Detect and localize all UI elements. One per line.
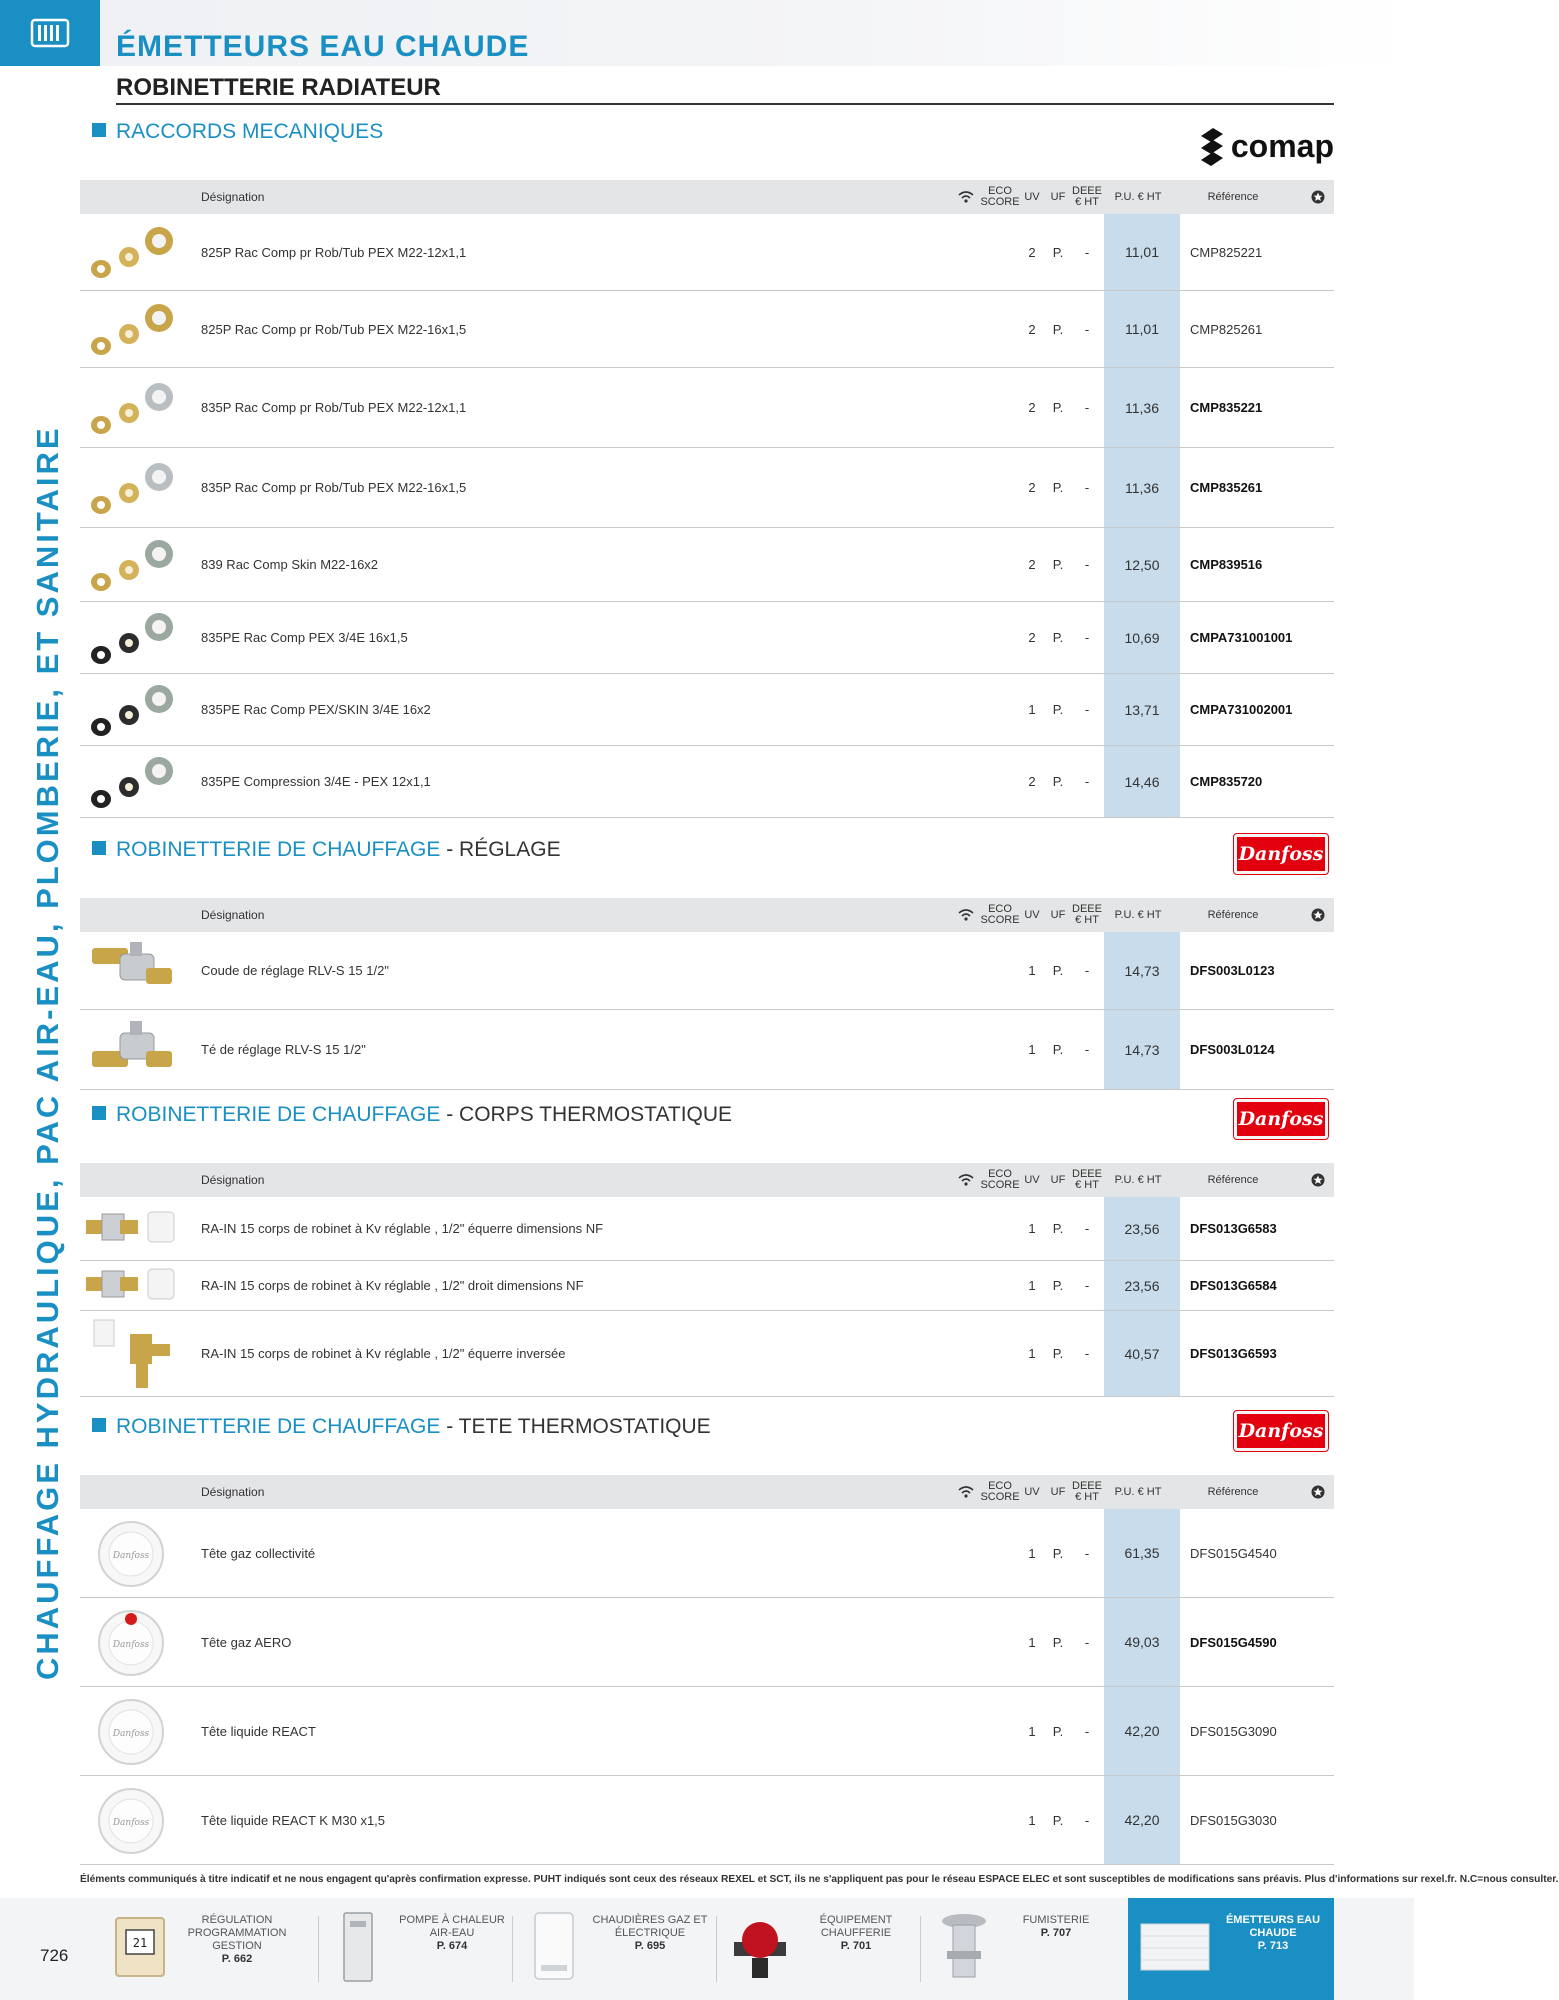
product-image: [86, 1010, 176, 1089]
product-uf: P.: [1052, 1545, 1064, 1561]
product-designation: 839 Rac Comp Skin M22-16x2: [201, 557, 379, 572]
product-unit-price: 11,01: [1104, 214, 1180, 290]
page-subtitle: ROBINETTERIE RADIATEUR: [116, 74, 441, 101]
svg-text:Danfoss: Danfoss: [112, 1640, 150, 1650]
product-uv: 1: [1028, 1812, 1036, 1828]
product-uf: P.: [1052, 1723, 1064, 1739]
product-reference[interactable]: DFS003L0123: [1190, 963, 1275, 978]
product-uf: P.: [1052, 963, 1064, 978]
svg-text:Danfoss: Danfoss: [112, 1729, 150, 1739]
footer-nav-regulation[interactable]: [108, 1898, 338, 2000]
wifi-icon: [956, 1163, 976, 1197]
footer-nav-page: P. 713: [1257, 1940, 1289, 1952]
header-uv: UV: [1024, 190, 1040, 203]
svg-text:Danfoss: Danfoss: [112, 1551, 150, 1561]
table-header: [80, 180, 1334, 214]
header-unit-price: P.U. € HT: [1114, 1173, 1162, 1186]
comap-logo-text: comap: [1230, 127, 1334, 164]
product-reference[interactable]: CMP839516: [1190, 557, 1263, 572]
table-row[interactable]: [80, 746, 1334, 818]
header-deee: DEEE € HT: [1072, 903, 1102, 926]
header-designation: Désignation: [201, 189, 265, 204]
product-uf: P.: [1052, 1634, 1064, 1650]
footer-nav-label: ÉQUIPEMENT CHAUFFERIE: [819, 1914, 893, 1939]
product-unit-price: 42,20: [1104, 1776, 1180, 1864]
product-deee: -: [1084, 321, 1090, 337]
product-image: [86, 1598, 176, 1686]
footer-nav-label: ÉMETTEURS EAU CHAUDE: [1225, 1914, 1321, 1939]
product-deee: -: [1084, 244, 1090, 260]
product-unit-price: 10,69: [1104, 602, 1180, 673]
header-uf: UF: [1050, 908, 1066, 921]
footer-nav-flue[interactable]: [932, 1898, 1122, 2000]
product-designation: Tête gaz AERO: [201, 1634, 292, 1650]
wifi-icon: [956, 1475, 976, 1509]
footer-nav-page: P. 707: [1040, 1927, 1072, 1939]
product-unit-price: 49,03: [1104, 1598, 1180, 1686]
product-reference[interactable]: CMP835720: [1190, 774, 1263, 789]
settings-star-icon: [1308, 898, 1328, 932]
header-eco-score: ECO SCORE: [980, 185, 1020, 208]
product-reference[interactable]: DFS015G3030: [1190, 1812, 1277, 1828]
table-row[interactable]: [80, 1776, 1334, 1865]
product-deee: -: [1084, 1634, 1090, 1650]
product-designation: 835PE Compression 3/4E - PEX 12x1,1: [201, 774, 431, 789]
product-uv: 1: [1028, 1545, 1036, 1561]
product-image: [86, 1311, 176, 1396]
table-header: [80, 1163, 1334, 1197]
header-divider: [116, 103, 1334, 105]
product-uf: P.: [1052, 774, 1064, 789]
footer-nav-hot-water-emitters[interactable]: [1128, 1898, 1334, 2000]
product-unit-price: 14,73: [1104, 932, 1180, 1009]
table-row[interactable]: [80, 1687, 1334, 1776]
product-deee: -: [1084, 630, 1090, 645]
product-reference[interactable]: DFS013G6593: [1190, 1346, 1277, 1361]
product-designation: RA-IN 15 corps de robinet à Kv réglable , 1/2" équerre dimensions NF: [201, 1221, 604, 1236]
header-designation: Désignation: [201, 1172, 265, 1187]
header-reference: Référence: [1207, 190, 1259, 203]
product-deee: -: [1084, 1221, 1090, 1236]
footer-nav-label: RÉGULATION PROGRAMMATION GESTION: [187, 1914, 287, 1952]
thermostat-icon: [108, 1910, 172, 1984]
product-reference[interactable]: DFS015G4540: [1190, 1545, 1277, 1561]
product-deee: -: [1084, 480, 1090, 495]
page-title: ÉMETTEURS EAU CHAUDE: [116, 30, 530, 63]
section-title-text: ROBINETTERIE DE CHAUFFAGE: [116, 1415, 441, 1438]
product-designation: 825P Rac Comp pr Rob/Tub PEX M22-16x1,5: [201, 321, 467, 337]
footer-divider: [318, 1916, 319, 1982]
header-reference: Référence: [1207, 908, 1259, 921]
table-row[interactable]: [80, 291, 1334, 368]
product-uv: 1: [1028, 1346, 1036, 1361]
footer-nav-label: FUMISTERIE: [1022, 1914, 1090, 1926]
product-unit-price: 11,36: [1104, 448, 1180, 527]
footer-nav-page: P. 701: [840, 1940, 872, 1952]
product-uf: P.: [1052, 321, 1064, 337]
header-deee: DEEE € HT: [1072, 1480, 1102, 1503]
product-uf: P.: [1052, 400, 1064, 415]
product-designation: 835P Rac Comp pr Rob/Tub PEX M22-16x1,5: [201, 480, 467, 495]
product-image: [86, 1197, 176, 1260]
footer-divider: [512, 1916, 513, 1982]
product-reference[interactable]: DFS015G4590: [1190, 1634, 1277, 1650]
section-title: [92, 120, 383, 144]
table-row[interactable]: [80, 1261, 1334, 1311]
product-uf: P.: [1052, 480, 1064, 495]
product-uv: 2: [1028, 557, 1036, 572]
header-unit-price: P.U. € HT: [1114, 908, 1162, 921]
section-title: [92, 1103, 732, 1127]
section-subtitle-text: - RÉGLAGE: [440, 838, 561, 861]
product-reference[interactable]: CMP835221: [1190, 400, 1263, 415]
product-image: [86, 746, 176, 817]
section-bullet: [92, 1106, 106, 1120]
product-uf: P.: [1052, 630, 1064, 645]
product-reference[interactable]: CMP825261: [1190, 321, 1263, 337]
section-bullet: [92, 1418, 106, 1432]
danfoss-logo: Danfoss: [1234, 834, 1328, 874]
product-unit-price: 61,35: [1104, 1509, 1180, 1597]
product-designation: 835PE Rac Comp PEX 3/4E 16x1,5: [201, 630, 408, 645]
product-image: [86, 602, 176, 673]
table-row[interactable]: [80, 214, 1334, 291]
section-subtitle-text: - CORPS THERMOSTATIQUE: [440, 1103, 733, 1126]
product-designation: Tête liquide REACT K M30 x1,5: [201, 1812, 386, 1828]
product-uv: 1: [1028, 702, 1036, 717]
product-unit-price: 23,56: [1104, 1261, 1180, 1310]
header-uf: UF: [1050, 190, 1066, 203]
section-title-text: RACCORDS MECANIQUES: [116, 120, 384, 143]
section-title-text: ROBINETTERIE DE CHAUFFAGE: [116, 1103, 441, 1126]
table-row[interactable]: [80, 1010, 1334, 1090]
product-designation: Té de réglage RLV-S 15 1/2": [201, 1042, 366, 1057]
product-uf: P.: [1052, 1221, 1064, 1236]
danfoss-logo: Danfoss: [1234, 1099, 1328, 1139]
product-uf: P.: [1052, 1278, 1064, 1293]
product-uf: P.: [1052, 1042, 1064, 1057]
header-reference: Référence: [1207, 1485, 1259, 1498]
product-uv: 1: [1028, 1723, 1036, 1739]
product-unit-price: 11,01: [1104, 291, 1180, 367]
header-designation: Désignation: [201, 1484, 265, 1499]
product-uv: 2: [1028, 630, 1036, 645]
product-deee: -: [1084, 963, 1090, 978]
header-designation: Désignation: [201, 907, 265, 922]
footer-nav-page: P. 695: [634, 1940, 666, 1952]
product-image: [86, 214, 176, 290]
table-row[interactable]: [80, 1598, 1334, 1687]
product-deee: -: [1084, 557, 1090, 572]
product-deee: -: [1084, 1346, 1090, 1361]
header-eco-score: ECO SCORE: [980, 903, 1020, 926]
product-uf: P.: [1052, 702, 1064, 717]
section-title: [92, 1415, 711, 1439]
header-unit-price: P.U. € HT: [1114, 190, 1162, 203]
wifi-icon: [956, 180, 976, 214]
product-reference[interactable]: CMPA731002001: [1190, 702, 1293, 717]
chimney-flue-icon: [932, 1910, 996, 1984]
product-designation: RA-IN 15 corps de robinet à Kv réglable , 1/2" équerre inversée: [201, 1346, 566, 1361]
product-uv: 1: [1028, 1042, 1036, 1057]
table-row[interactable]: [80, 674, 1334, 746]
svg-text:Danfoss: Danfoss: [112, 1818, 150, 1828]
table-row[interactable]: [80, 1509, 1334, 1598]
footer-nav-page: P. 662: [221, 1953, 253, 1965]
section-bullet: [92, 123, 106, 137]
product-image: [86, 368, 176, 447]
product-reference[interactable]: CMPA731001001: [1190, 630, 1293, 645]
product-designation: 825P Rac Comp pr Rob/Tub PEX M22-12x1,1: [201, 244, 467, 260]
section-bullet: [92, 841, 106, 855]
product-image: [86, 1261, 176, 1310]
product-deee: -: [1084, 1545, 1090, 1561]
side-category-label: CHAUFFAGE HYDRAULIQUE, PAC AIR-EAU, PLOMBERIE, ET SANITAIRE: [30, 425, 65, 1680]
table-header: [80, 898, 1334, 932]
radiator-icon: [1138, 1910, 1212, 1984]
product-deee: -: [1084, 1812, 1090, 1828]
footer-nav-label: POMPE À CHALEUR AIR-EAU: [399, 1914, 505, 1939]
table-row[interactable]: [80, 1311, 1334, 1397]
product-reference[interactable]: CMP825221: [1190, 244, 1263, 260]
section-title-text: ROBINETTERIE DE CHAUFFAGE: [116, 838, 441, 861]
circulator-pump-icon: [728, 1910, 792, 1984]
product-uf: P.: [1052, 1812, 1064, 1828]
product-unit-price: 11,36: [1104, 368, 1180, 447]
product-image: [86, 1687, 176, 1775]
footer-nav-page: P. 674: [436, 1940, 468, 1952]
table-row[interactable]: [80, 602, 1334, 674]
product-image: [86, 932, 176, 1009]
header-uf: UF: [1050, 1485, 1066, 1498]
footer-divider: [716, 1916, 717, 1982]
category-icon: [0, 0, 100, 66]
header-unit-price: P.U. € HT: [1114, 1485, 1162, 1498]
header-uf: UF: [1050, 1173, 1066, 1186]
product-unit-price: 40,57: [1104, 1311, 1180, 1396]
product-deee: -: [1084, 1042, 1090, 1057]
product-image: [86, 528, 176, 601]
product-designation: Coude de réglage RLV-S 15 1/2": [201, 963, 389, 978]
product-uv: 2: [1028, 480, 1036, 495]
product-unit-price: 13,71: [1104, 674, 1180, 745]
table-row[interactable]: [80, 448, 1334, 528]
boiler-icon: [522, 1910, 586, 1984]
header-eco-score: ECO SCORE: [980, 1480, 1020, 1503]
product-uv: 1: [1028, 963, 1036, 978]
svg-text:21: 21: [132, 1936, 148, 1950]
product-reference[interactable]: DFS013G6583: [1190, 1221, 1277, 1236]
product-reference[interactable]: DFS003L0124: [1190, 1042, 1275, 1057]
header-deee: DEEE € HT: [1072, 185, 1102, 208]
product-designation: Tête liquide REACT: [201, 1723, 316, 1739]
section-title: [92, 838, 561, 862]
comap-logo: [1197, 126, 1334, 166]
product-uv: 2: [1028, 774, 1036, 789]
settings-star-icon: [1308, 1475, 1328, 1509]
product-deee: -: [1084, 400, 1090, 415]
product-deee: -: [1084, 1278, 1090, 1293]
product-uv: 1: [1028, 1221, 1036, 1236]
product-deee: -: [1084, 1723, 1090, 1739]
product-image: [86, 1509, 176, 1597]
product-reference[interactable]: CMP835261: [1190, 480, 1263, 495]
table-row[interactable]: [80, 1197, 1334, 1261]
product-image: [86, 674, 176, 745]
product-unit-price: 14,46: [1104, 746, 1180, 817]
product-reference[interactable]: DFS013G6584: [1190, 1278, 1277, 1293]
product-reference[interactable]: DFS015G3090: [1190, 1723, 1277, 1739]
product-image: [86, 291, 176, 367]
product-uv: 2: [1028, 244, 1036, 260]
header-uv: UV: [1024, 908, 1040, 921]
footer-nav-boiler-room[interactable]: [728, 1898, 928, 2000]
footer-divider: [920, 1916, 921, 1982]
wifi-icon: [956, 898, 976, 932]
product-uf: P.: [1052, 1346, 1064, 1361]
footer-nav-heat-pump[interactable]: [326, 1898, 526, 2000]
product-uv: 2: [1028, 400, 1036, 415]
header-deee: DEEE € HT: [1072, 1168, 1102, 1191]
disclaimer: Éléments communiqués à titre indicatif et ne nous engagent qu'après confirmation expresse. PUHT indiqués sont ceux des réseaux REXEL et SCT, ils ne s'appliquent pas pour le réseau ESPACE ELEC et sont susceptibles de modifications sans préavis. Plus d'informations sur rexel.fr. N.C=nous consulter.: [80, 1874, 1559, 1885]
product-designation: Tête gaz collectivité: [201, 1545, 316, 1561]
product-uv: 1: [1028, 1278, 1036, 1293]
heat-pump-icon: [326, 1910, 390, 1984]
product-image: [86, 448, 176, 527]
product-uf: P.: [1052, 244, 1064, 260]
product-designation: RA-IN 15 corps de robinet à Kv réglable , 1/2" droit dimensions NF: [201, 1278, 584, 1293]
header-uv: UV: [1024, 1173, 1040, 1186]
table-row[interactable]: [80, 528, 1334, 602]
product-deee: -: [1084, 774, 1090, 789]
product-unit-price: 12,50: [1104, 528, 1180, 601]
product-uv: 2: [1028, 321, 1036, 337]
table-row[interactable]: [80, 368, 1334, 448]
settings-star-icon: [1308, 1163, 1328, 1197]
danfoss-logo: Danfoss: [1234, 1411, 1328, 1451]
footer-nav: [0, 1898, 1414, 2000]
product-unit-price: 42,20: [1104, 1687, 1180, 1775]
header-uv: UV: [1024, 1485, 1040, 1498]
header-eco-score: ECO SCORE: [980, 1168, 1020, 1191]
table-row[interactable]: [80, 932, 1334, 1010]
header-reference: Référence: [1207, 1173, 1259, 1186]
product-image: [86, 1776, 176, 1864]
product-designation: 835PE Rac Comp PEX/SKIN 3/4E 16x2: [201, 702, 431, 717]
product-uf: P.: [1052, 557, 1064, 572]
footer-nav-label: CHAUDIÈRES GAZ ET ÉLECTRIQUE: [592, 1914, 708, 1939]
product-deee: -: [1084, 702, 1090, 717]
footer-nav-boilers[interactable]: [522, 1898, 722, 2000]
page-number: 726: [40, 1946, 69, 1965]
table-header: [80, 1475, 1334, 1509]
product-uv: 1: [1028, 1634, 1036, 1650]
product-unit-price: 14,73: [1104, 1010, 1180, 1089]
section-subtitle-text: - TETE THERMOSTATIQUE: [440, 1415, 711, 1438]
settings-star-icon: [1308, 180, 1328, 214]
product-designation: 835P Rac Comp pr Rob/Tub PEX M22-12x1,1: [201, 400, 467, 415]
product-unit-price: 23,56: [1104, 1197, 1180, 1260]
